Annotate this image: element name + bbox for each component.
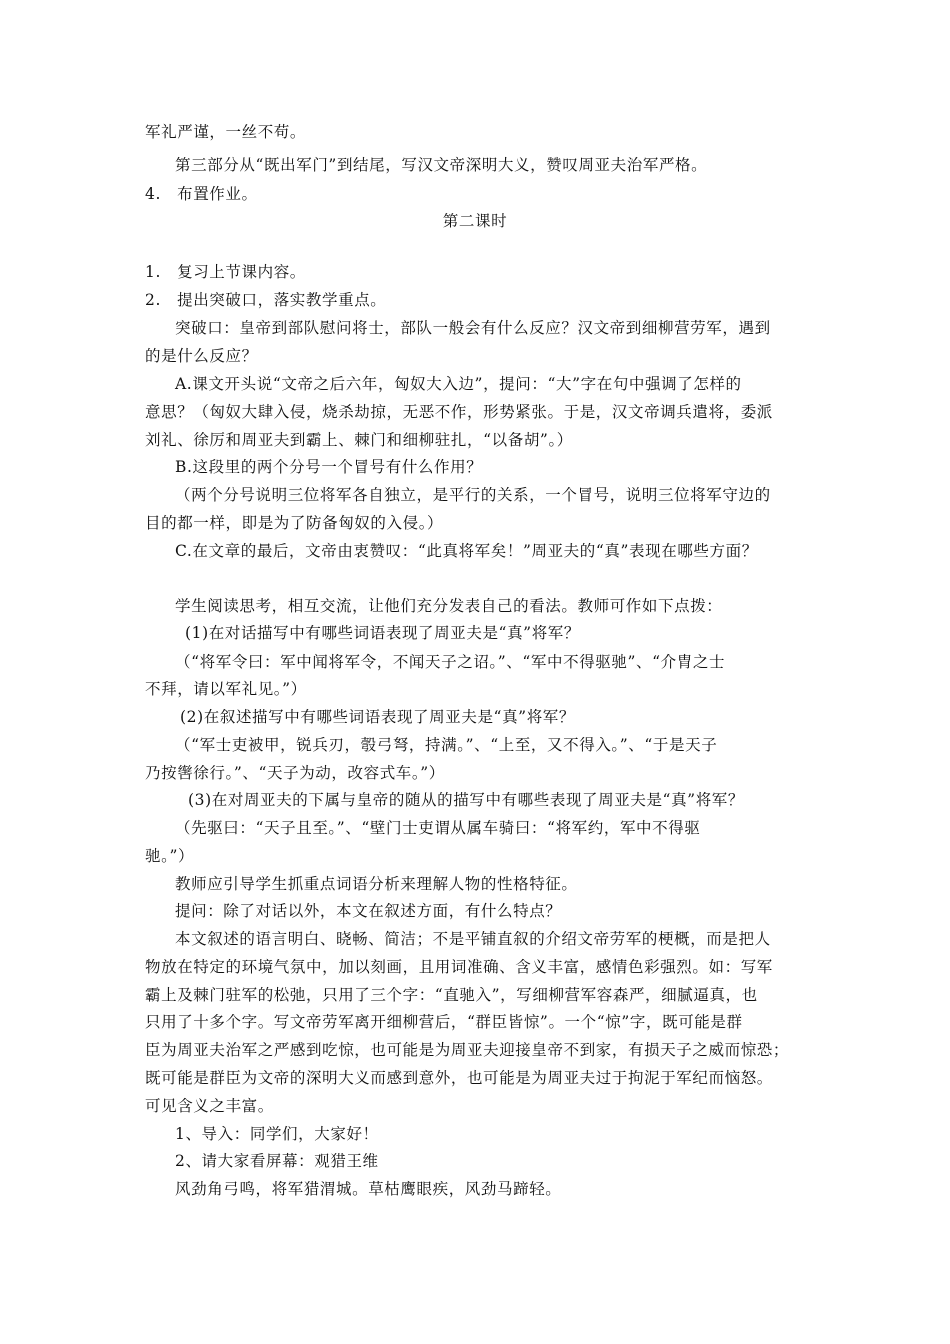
text-line: （两个分号说明三位将军各自独立，是平行的关系，一个冒号，说明三位将军守边的: [175, 486, 771, 504]
text-line: 学生阅读思考，相互交流，让他们充分发表自己的看法。教师可作如下点拨：: [175, 597, 723, 615]
text-line: 提问：除了对话以外，本文在叙述方面，有什么特点？: [175, 902, 562, 920]
text-line: A.课文开头说“文帝之后六年，匈奴大入边”，提问：“大”字在句中强调了怎样的: [175, 375, 742, 393]
text-line: 物放在特定的环境气氛中，加以刻画，且用词准确、含义丰富，感情色彩强烈。如：写军: [145, 958, 773, 976]
text-line: (2)在叙述描写中有哪些词语表现了周亚夫是“真”将军？: [180, 708, 576, 726]
text-line: (3)在对周亚夫的下属与皇帝的随从的描写中有哪些表现了周亚夫是“真”将军？: [188, 791, 745, 809]
text-line: （“军士吏被甲，锐兵刃，彀弓弩，持满。”、“上至，又不得入。”、“于是天子: [175, 736, 718, 754]
text-line: 2、请大家看屏幕：观猎王维: [175, 1152, 379, 1170]
text-line: （先驱曰：“天子且至。”、“壁门士吏谓从属车骑曰：“将军约，军中不得驱: [175, 819, 701, 837]
text-line: 可见含义之丰富。: [145, 1097, 274, 1115]
text-line: 风劲角弓鸣，将军猎渭城。草枯鹰眼疾，风劲马蹄轻。: [175, 1180, 562, 1198]
text-line: B.这段里的两个分号一个冒号有什么作用？: [175, 458, 483, 476]
text-line: 只用了十多个字。写文帝劳军离开细柳营后，“群臣皆惊”。一个“惊”字，既可能是群: [145, 1013, 743, 1031]
text-line: C.在文章的最后，文帝由衷赞叹：“此真将军矣！”周亚夫的“真”表现在哪些方面？: [175, 542, 758, 560]
text-line: 意思？（匈奴大肆入侵，烧杀劫掠，无恶不作，形势紧张。于是，汉文帝调兵遣将，委派: [145, 403, 773, 421]
text-line: 既可能是群臣为文帝的深明大义而感到意外，也可能是为周亚夫过于拘泥于军纪而恼怒。: [145, 1069, 773, 1087]
text-line: 第三部分从“既出军门”到结尾，写汉文帝深明大义，赞叹周亚夫治军严格。: [175, 156, 708, 174]
text-line: 臣为周亚夫治军之严感到吃惊，也可能是为周亚夫迎接皇帝不到家，有损天子之威而惊恐；: [145, 1041, 790, 1059]
text-line: 的是什么反应？: [145, 347, 258, 365]
text-line: （“将军令曰：军中闻将军令，不闻天子之诏。”、“军中不得驱驰”、“介胄之士: [175, 653, 726, 671]
text-line: 目的都一样，即是为了防备匈奴的入侵。）: [145, 514, 444, 532]
section-heading: 第二课时: [442, 212, 508, 230]
text-line: 本文叙述的语言明白、晓畅、简洁；不是平铺直叙的介绍文帝劳军的梗概，而是把人: [175, 930, 771, 948]
text-line: (1)在对话描写中有哪些词语表现了周亚夫是“真”将军？: [185, 624, 581, 642]
text-line: 突破口：皇帝到部队慰问将士，部队一般会有什么反应？汉文帝到细柳营劳军，遇到: [175, 319, 771, 337]
numbered-item: 2. 提出突破口，落实教学重点。: [145, 291, 387, 309]
numbered-item: 1. 复习上节课内容。: [145, 263, 306, 281]
numbered-item: 4. 布置作业。: [145, 185, 258, 203]
text-line: 刘礼、徐厉和周亚夫到霸上、棘门和细柳驻扎，“以备胡”。）: [145, 431, 573, 449]
text-line: 驰。”）: [145, 847, 195, 865]
text-line: 不拜，请以军礼见。”）: [145, 680, 307, 698]
text-line: 1、导入：同学们，大家好！: [175, 1125, 379, 1143]
text-line: 乃按辔徐行。”、“天子为动，改容式车。”）: [145, 764, 445, 782]
text-line: 霸上及棘门驻军的松弛，只用了三个字：“直驰入”，写细柳营军容森严，细腻逼真，也: [145, 986, 758, 1004]
text-line: 教师应引导学生抓重点词语分析来理解人物的性格特征。: [175, 875, 578, 893]
text-line: 军礼严谨，一丝不苟。: [145, 123, 307, 141]
